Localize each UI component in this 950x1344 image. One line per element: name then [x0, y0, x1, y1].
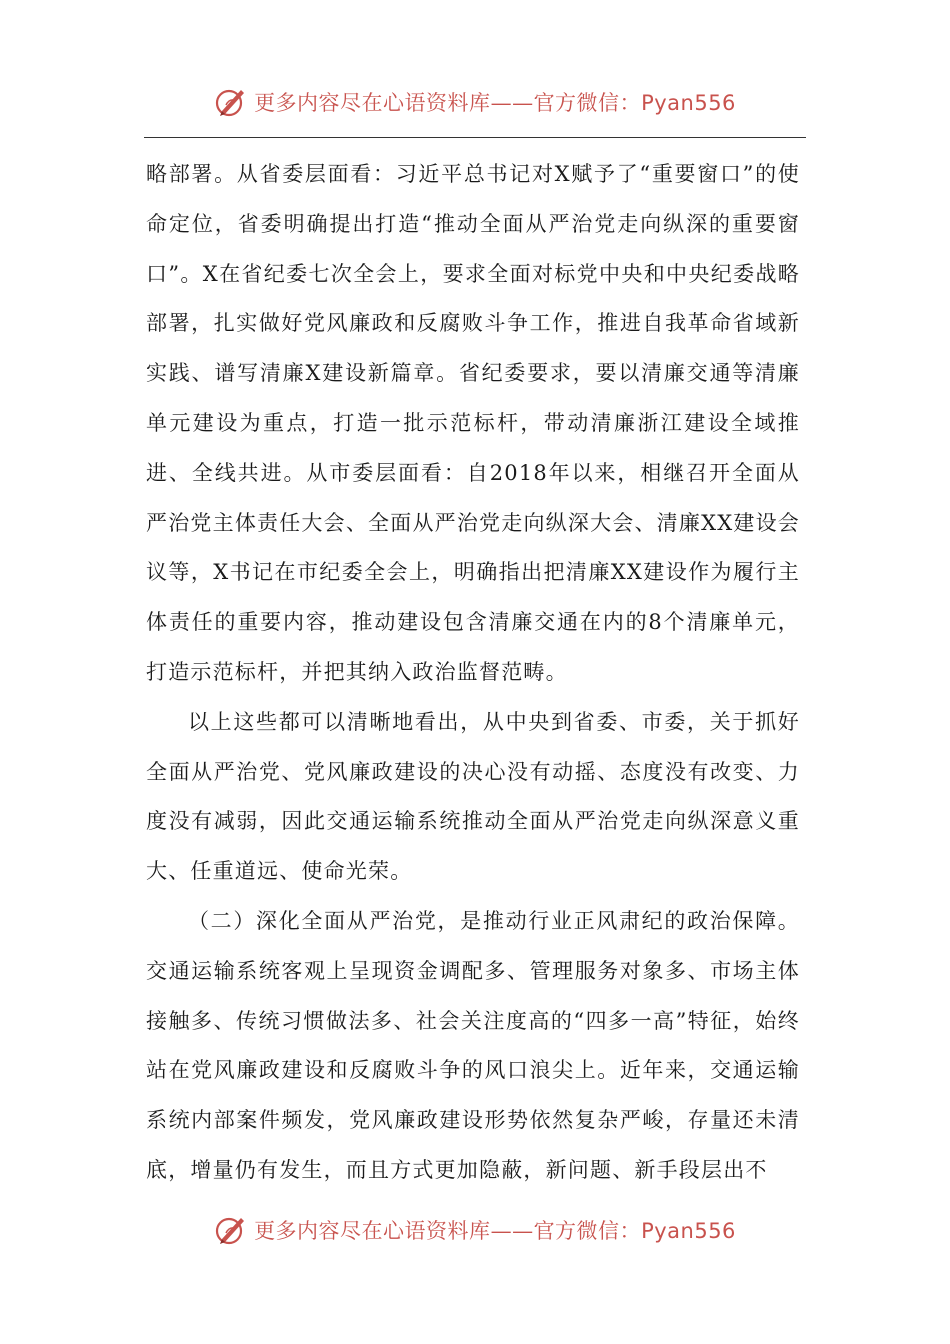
footer-banner-title: 更多内容尽在心语资料库	[254, 1219, 491, 1243]
pen-logo-icon	[214, 85, 248, 119]
footer-brand: Pyan556	[641, 1219, 736, 1243]
footer-banner-text	[254, 1215, 736, 1245]
header-banner	[0, 80, 950, 124]
paragraph-1: 略部署。从省委层面看：习近平总书记对X赋予了“重要窗口”的使命定位，省委明确提出打造“推动全面从严治党走向纵深的重要窗口”。X在省纪委七次全会上，要求全面对标党中央和中央纪委战略部署，扎实做好党风廉政和反腐败斗争工作，推进自我革命省域新实践、谱写清廉X建设新篇章。省纪委要求，要以清廉交通等清廉单元建设为重点，打造一批示范标杆，带动清廉浙江建设全域推进、全线共进。从市委层面看：自2018年以来，相继召开全面从严治党主体责任大会、全面从严治党走向纵深大会、清廉XX建设会议等，X书记在市纪委全会上，明确指出把清廉XX建设作为履行主体责任的重要内容，推动建设包含清廉交通在内的8个清廉单元，打造示范标杆，并把其纳入政治监督范畴。	[146, 162, 800, 684]
footer-banner-dash: ——	[490, 1219, 534, 1243]
footer-contact-label: 官方微信：	[533, 1219, 642, 1243]
paragraph-3: （二）深化全面从严治党，是推动行业正风肃纪的政治保障。交通运输系统客观上呈现资金调配多、管理服务对象多、市场主体接触多、传统习惯做法多、社会关注度高的“四多一高”特征，始终站在党风廉政建设和反腐败斗争的风口浪尖上。近年来，交通运输系统内部案件频发，党风廉政建设形势依然复杂严峻，存量还未清底，增量仍有发生，而且方式更加隐蔽，新问题、新手段层出不	[146, 908, 800, 1182]
footer-banner-inner	[214, 1213, 736, 1247]
document-body	[146, 150, 800, 1196]
header-banner-text	[254, 87, 736, 117]
footer-banner	[0, 1208, 950, 1252]
header-banner-title: 更多内容尽在心语资料库	[254, 91, 491, 115]
header-brand: Pyan556	[641, 91, 736, 115]
header-banner-inner	[214, 85, 736, 119]
paragraph-2: 以上这些都可以清晰地看出，从中央到省委、市委，关于抓好全面从严治党、党风廉政建设的决心没有动摇、态度没有改变、力度没有减弱，因此交通运输系统推动全面从严治党走向纵深意义重大、任重道远、使命光荣。	[146, 709, 800, 884]
header-contact-label: 官方微信：	[533, 91, 642, 115]
header-divider	[144, 137, 806, 138]
header-banner-dash: ——	[490, 91, 534, 115]
pen-logo-icon	[214, 1213, 248, 1247]
